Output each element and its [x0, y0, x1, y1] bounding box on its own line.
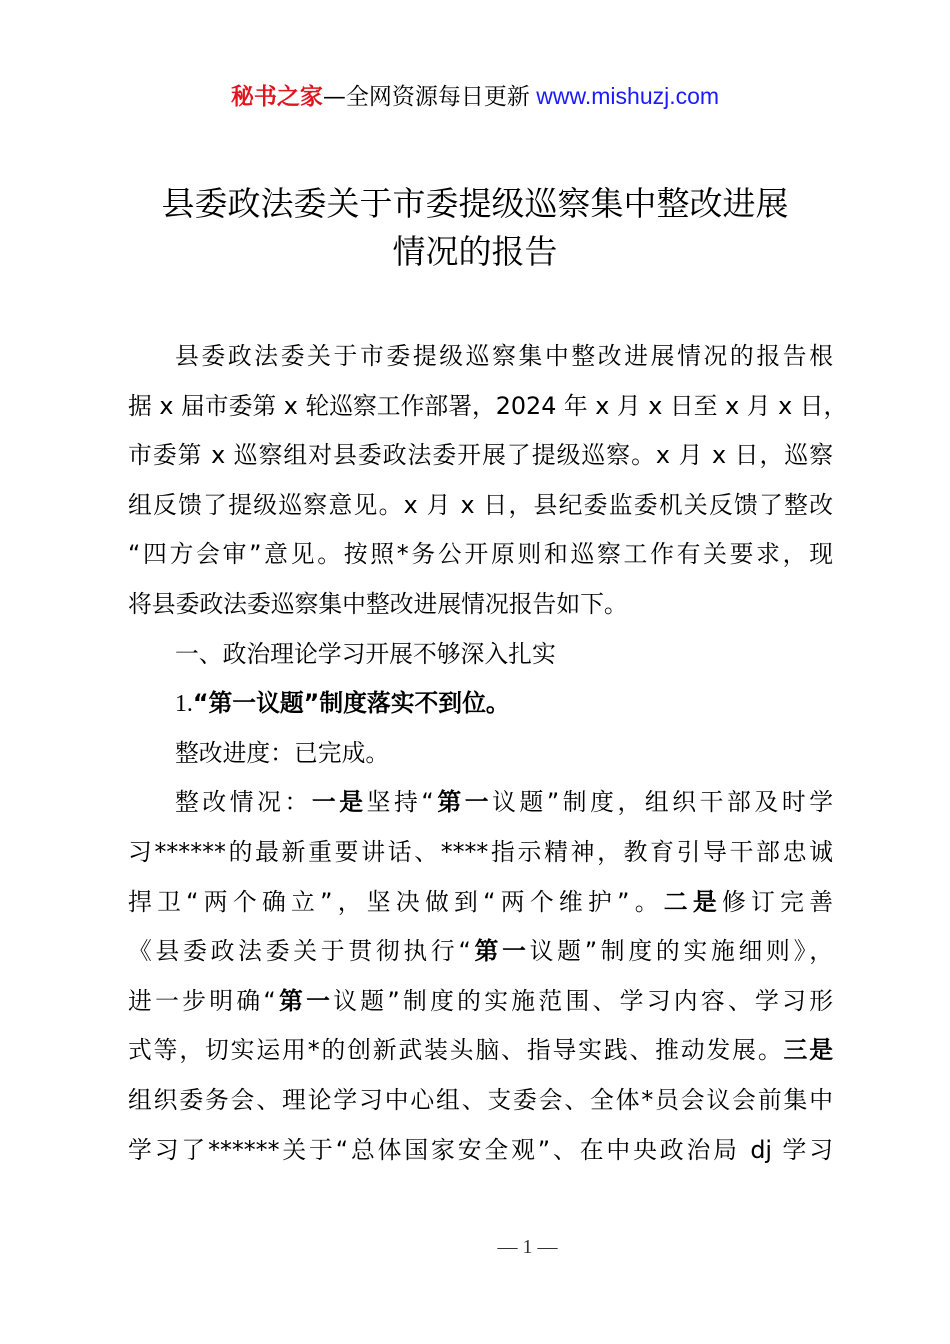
- paragraph-line: 将县委政法委巡察集中整改进展情况报告如下。: [128, 589, 628, 618]
- paragraph-line: “四方会审”意见。按照*务公开原则和巡察工作有关要求，现: [128, 540, 833, 569]
- progress-line: 整改进度：已完成。: [175, 738, 390, 767]
- status-text: 进一步明确“: [128, 986, 276, 1015]
- status-line: [128, 778, 833, 828]
- status-text: 议题”制度的实施范围、学习内容、学习形: [333, 986, 834, 1015]
- page-number: — 1 —: [497, 1236, 558, 1258]
- status-line: [128, 927, 833, 977]
- status-text: 式等，切实运用*的创新武装头脑、指导实践、推动发展。: [128, 1036, 784, 1065]
- paragraph-line: 据 x 届市委第 x 轮巡察工作部署，2024 年 x 月 x 日至 x 月 x 日，: [128, 391, 848, 420]
- point-marker: 三是: [783, 1036, 833, 1065]
- paragraph-line: 市委第 x 巡察组对县委政法委开展了提级巡察。x 月 x 日，巡察: [128, 441, 833, 470]
- title-line-1: 县委政法委关于市委提级巡察集中整改进展: [161, 184, 789, 223]
- title-line-2: 情况的报告: [392, 232, 558, 271]
- section-heading: 一、政治理论学习开展不够深入扎实: [175, 639, 556, 668]
- site-url[interactable]: www.mishuzj.com: [529, 83, 720, 109]
- emphasis: 第一: [275, 986, 334, 1015]
- status-line: 组织委务会、理论学习中心组、支委会、全体*员会议会前集中: [128, 1085, 833, 1114]
- document-title: [0, 180, 950, 276]
- item-number: 1.: [175, 691, 193, 718]
- point-marker: 二是: [663, 887, 722, 916]
- status-text: 坚持“: [366, 788, 434, 817]
- brand-name: 秘书之家: [230, 84, 323, 110]
- document-body: [128, 332, 848, 1175]
- emphasis: 第一: [433, 788, 493, 817]
- status-label: 整改情况：: [175, 788, 312, 817]
- status-line: [128, 977, 833, 1027]
- status-line: [128, 878, 833, 928]
- status-text: 修订完善: [721, 887, 834, 916]
- paragraph-line: 组反馈了提级巡察意见。x 月 x 日，县纪委监委机关反馈了整改: [128, 490, 833, 519]
- status-text: 《县委政法委关于贯彻执行“: [128, 937, 471, 966]
- emphasis: 第一: [470, 937, 530, 966]
- point-marker: 一是: [311, 788, 367, 817]
- status-text: 议题”制度的实施细则》，: [529, 937, 834, 966]
- item-title: “第一议题”制度落实不到位。: [192, 689, 510, 718]
- status-line: 学习了******关于“总体国家安全观”、在中央政治局 dj 学习: [128, 1135, 833, 1164]
- header-tagline: —全网资源每日更新: [322, 84, 530, 110]
- paragraph-line: 县委政法委关于市委提级巡察集中整改进展情况的报告根: [175, 342, 833, 370]
- status-line: [128, 1026, 833, 1076]
- status-text: 捍卫“两个确立”，坚决做到“两个维护”。: [128, 887, 664, 916]
- site-header: [0, 80, 950, 113]
- item-heading: [128, 679, 833, 729]
- status-text: 议题”制度，组织干部及时学: [492, 788, 833, 817]
- status-line: 习******的最新重要讲话、****指示精神，教育引导干部忠诚: [128, 837, 833, 866]
